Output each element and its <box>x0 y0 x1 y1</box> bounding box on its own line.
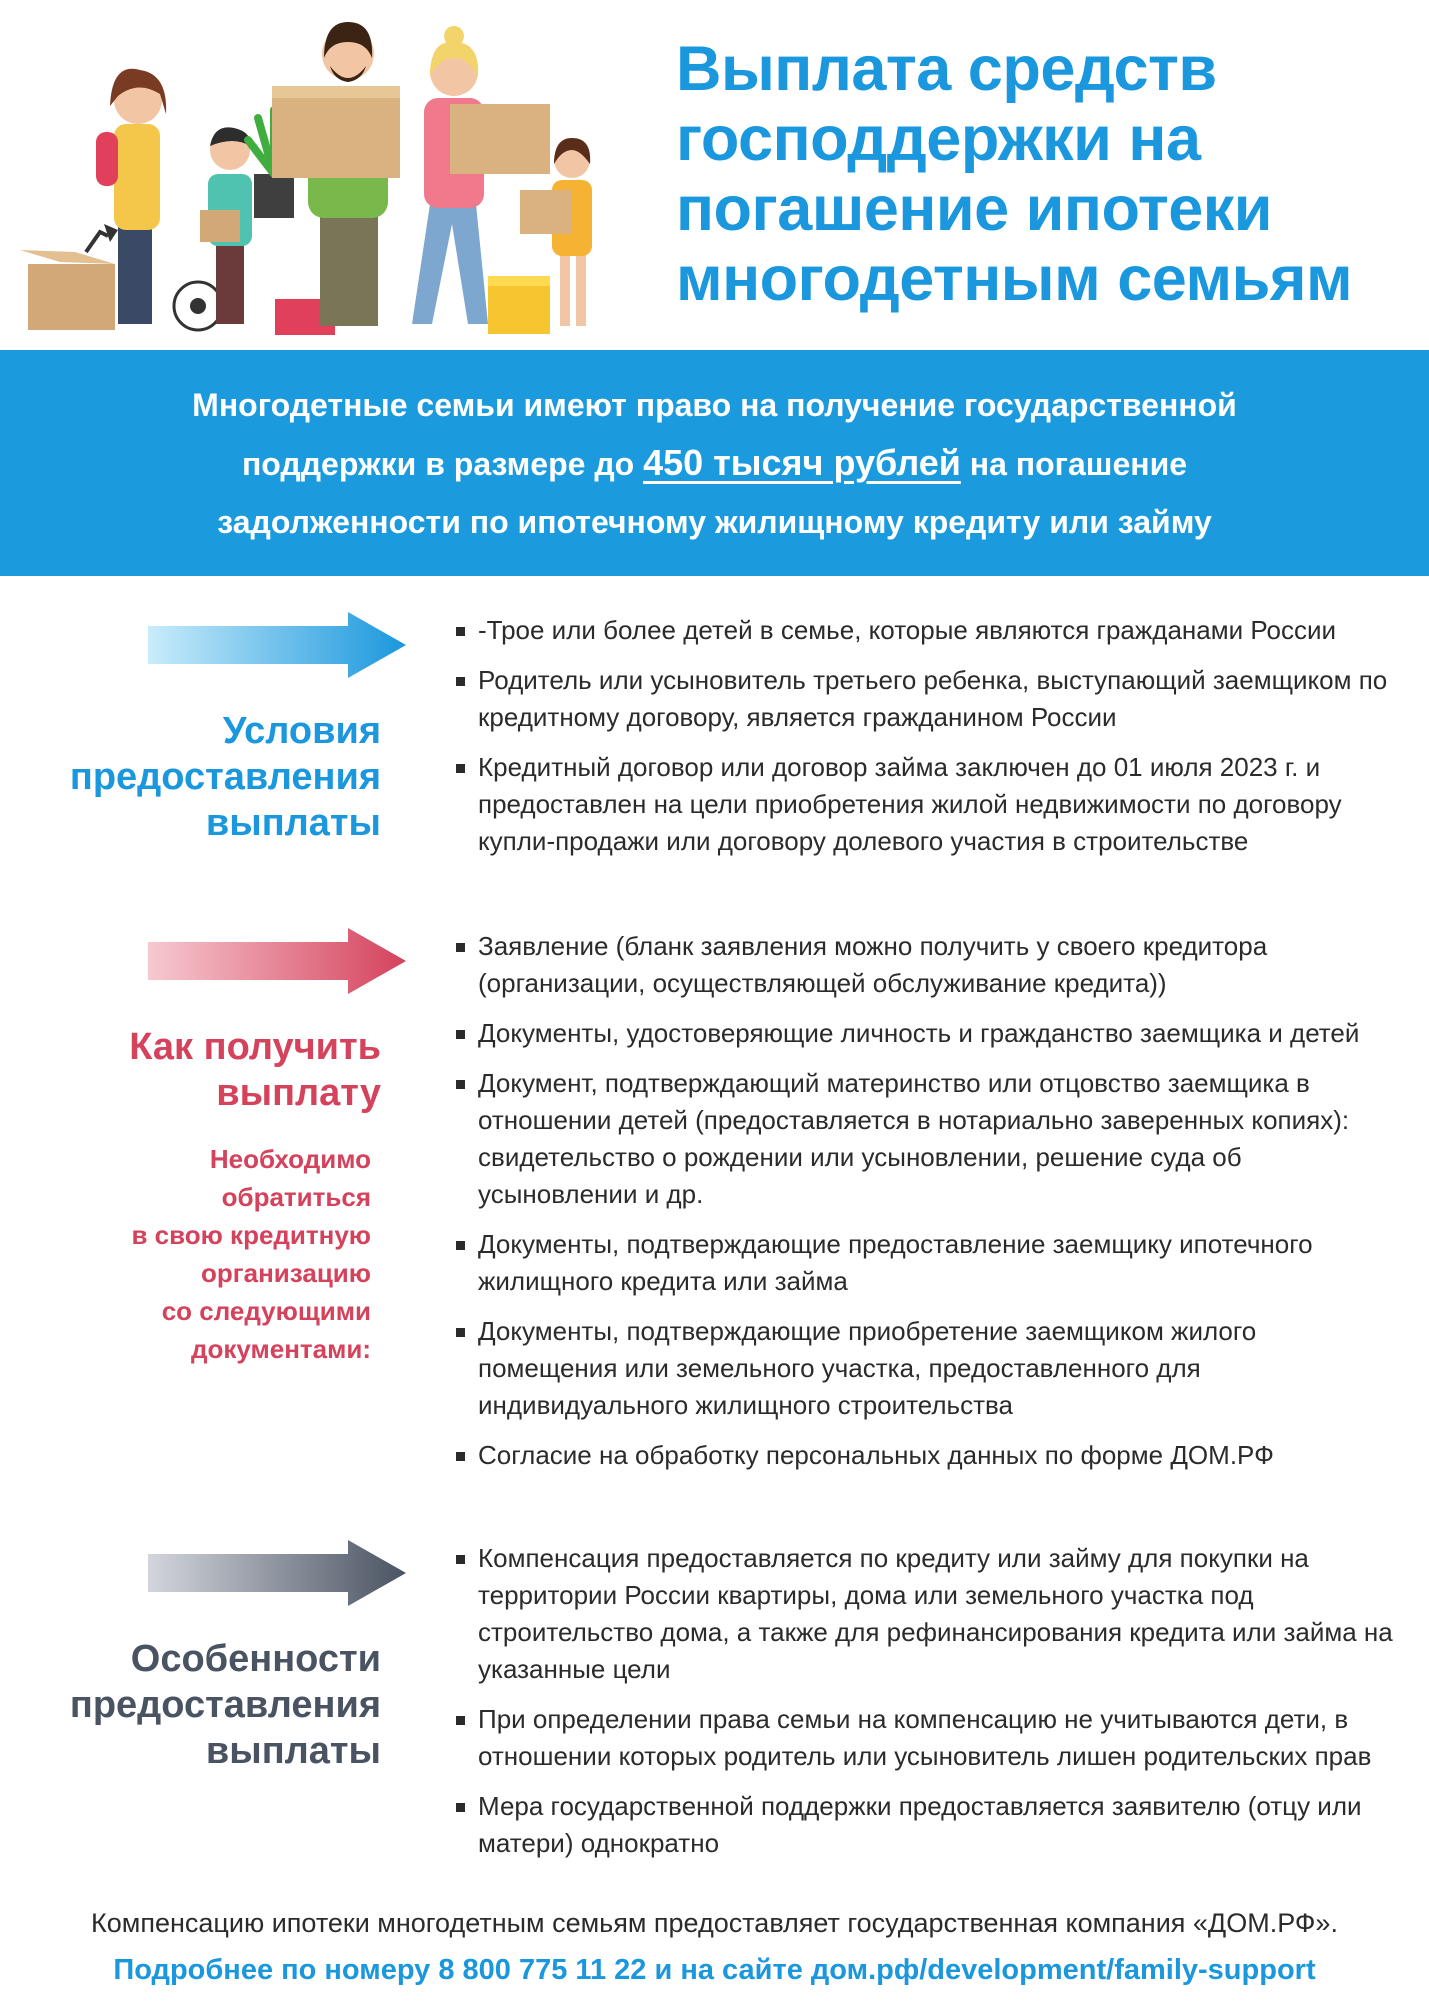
section-title-line: Особенности <box>130 1638 381 1680</box>
banner-line: задолженности по ипотечному жилищному кредиту или займу <box>217 504 1212 540</box>
title-line: Выплата средств <box>676 34 1217 104</box>
family-illustration <box>20 14 620 339</box>
list-item: Кредитный договор или договор займа заключен до 01 июля 2023 г. и предоставлен на цели приобретения жилой недвижимости по договору купли-продажи или договору долевого участия в строительстве <box>452 749 1402 860</box>
subtitle-line: обратиться <box>221 1182 371 1212</box>
section-title-line: выплаты <box>205 802 381 844</box>
section-title-line: выплаты <box>205 1730 381 1772</box>
arrow-right-icon <box>148 928 406 994</box>
banner-line <box>0 434 1429 493</box>
section-title-line: выплату <box>216 1072 381 1114</box>
subtitle-line: Необходимо <box>209 1144 371 1174</box>
info-banner <box>0 350 1429 576</box>
section-title-line: Как получить <box>129 1026 381 1068</box>
footer-contact[interactable]: Подробнее по номеру 8 800 775 11 22 и на сайте дом.рф/development/family-support <box>113 1954 1316 1986</box>
footer-note: Компенсацию ипотеки многодетным семьям предоставляет государственная компания «ДОМ.РФ». <box>91 1908 1338 1938</box>
support-amount: 450 тысяч рублей <box>643 442 961 483</box>
banner-line: Многодетные семьи имеют право на получение государственной <box>192 387 1237 423</box>
section-title <box>41 1024 381 1116</box>
list-item: Мера государственной поддержки предоставляется заявителю (отцу или матери) однократно <box>452 1788 1402 1862</box>
section-title-line: Условия <box>222 710 381 752</box>
documents-list <box>452 928 1402 1487</box>
title-line: погашение ипотеки <box>676 174 1273 244</box>
list-item: Документы, удостоверяющие личность и гражданство заемщика и детей <box>452 1015 1402 1052</box>
section-title-line: предоставления <box>69 756 381 798</box>
section-title-line: предоставления <box>69 1684 381 1726</box>
list-item: -Трое или более детей в семье, которые являются гражданами России <box>452 612 1402 649</box>
section-title <box>41 1636 381 1774</box>
list-item: Заявление (бланк заявления можно получить у своего кредитора (организации, осуществляющей обслуживание кредита)) <box>452 928 1402 1002</box>
list-item: Согласие на обработку персональных данных по форме ДОМ.РФ <box>452 1437 1402 1474</box>
subtitle-line: в свою кредитную <box>131 1220 371 1250</box>
title-line: господдержки на <box>676 104 1201 174</box>
subtitle-line: со следующими <box>161 1296 371 1326</box>
arrow-right-icon <box>148 612 406 678</box>
section-subtitle <box>71 1140 371 1368</box>
list-item: Компенсация предоставляется по кредиту или займу для покупки на территории России квартиры, дома или земельного участка под строительство дома, а также для рефинансирования кредита или займа на указанные цели <box>452 1540 1402 1688</box>
banner-text: поддержки в размере до <box>241 446 644 482</box>
list-item: Документ, подтверждающий материнство или отцовство заемщика в отношении детей (предоставляется в нотариально заверенных копиях): свидетельство о рождении или усыновлении, решение суда об усыновлении и др. <box>452 1065 1402 1213</box>
page-title <box>676 34 1396 314</box>
banner-text: на погашение <box>960 446 1188 482</box>
man-figure <box>272 22 400 326</box>
subtitle-line: организацию <box>201 1258 371 1288</box>
title-line: многодетным семьям <box>676 244 1353 314</box>
features-list <box>452 1540 1402 1875</box>
list-item: Документы, подтверждающие предоставление заемщику ипотечного жилищного кредита или займа <box>452 1226 1402 1300</box>
list-item: Родитель или усыновитель третьего ребенка, выступающий заемщиком по кредитному договору, является гражданином России <box>452 662 1402 736</box>
arrow-right-icon <box>148 1540 406 1606</box>
section-title <box>41 708 381 846</box>
list-item: При определении права семьи на компенсацию не учитываются дети, в отношении которых родитель или усыновитель лишен родительских прав <box>452 1701 1402 1775</box>
hero-header <box>0 0 1429 350</box>
subtitle-line: документами: <box>191 1334 371 1364</box>
list-item: Документы, подтверждающие приобретение заемщиком жилого помещения или земельного участка, предоставленного для индивидуального жилищного строительства <box>452 1313 1402 1424</box>
conditions-list <box>452 612 1402 873</box>
